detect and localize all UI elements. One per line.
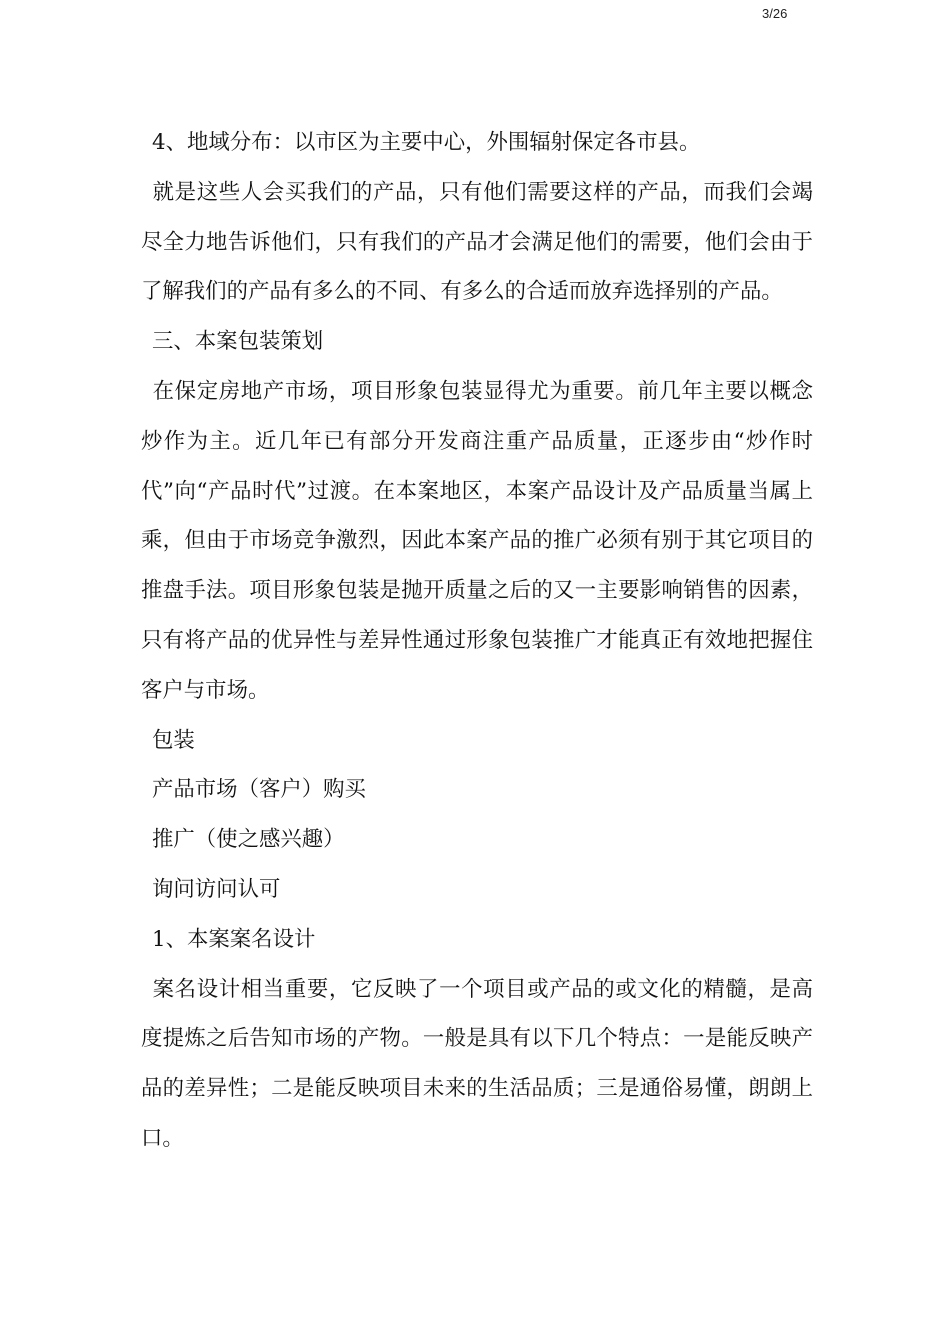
page-number: 3/26 xyxy=(762,6,788,21)
line-product-market xyxy=(141,765,813,815)
section-heading-packaging-plan xyxy=(141,317,813,367)
subheading-name-design xyxy=(141,915,813,965)
line-promotion xyxy=(141,815,813,865)
heading-text: 1、本案案名设计 xyxy=(152,926,316,952)
paragraph-text: 案名设计相当重要，它反映了一个项目或产品的或文化的精髓，是高度提炼之后告知市场的产物。一般是具有以下几个特点：一是能反映产品的差异性；二是能反映项目未来的生活品质；三是通俗易懂，朗朗上口。 xyxy=(141,976,813,1151)
paragraph-text: 就是这些人会买我们的产品，只有他们需要这样的产品，而我们会竭尽全力地告诉他们，只有我们的产品才会满足他们的需要，他们会由于了解我们的产品有多么的不同、有多么的合适而放弃选择别的产品。 xyxy=(141,179,813,305)
line-inquiry xyxy=(141,865,813,915)
line-packaging xyxy=(141,716,813,766)
paragraph-text: 在保定房地产市场，项目形象包装显得尤为重要。前几年主要以概念炒作为主。近几年已有部分开发商注重产品质量，正逐步由“炒作时代”向“产品时代”过渡。在本案地区，本案产品设计及产品质量当属上乘，但由于市场竞争激烈，因此本案产品的推广必须有别于其它项目的推盘手法。项目形象包装是抛开质量之后的又一主要影响销售的因素，只有将产品的优异性与差异性通过形象包装推广才能真正有效地把握住客户与市场。 xyxy=(141,378,813,703)
paragraph-region-distribution xyxy=(141,118,813,168)
paragraph-name-design xyxy=(141,965,813,1164)
document-body xyxy=(141,118,813,1164)
line-text: 产品市场（客户）购买 xyxy=(152,777,366,803)
heading-text: 三、本案包装策划 xyxy=(152,329,324,355)
paragraph-market-packaging xyxy=(141,367,813,716)
line-text: 询问访问认可 xyxy=(152,876,281,902)
line-text: 包装 xyxy=(152,727,195,753)
paragraph-target-buyers xyxy=(141,168,813,317)
line-text: 推广（使之感兴趣） xyxy=(152,827,345,853)
paragraph-text: 4、地域分布：以市区为主要中心，外围辐射保定各市县。 xyxy=(152,130,701,155)
